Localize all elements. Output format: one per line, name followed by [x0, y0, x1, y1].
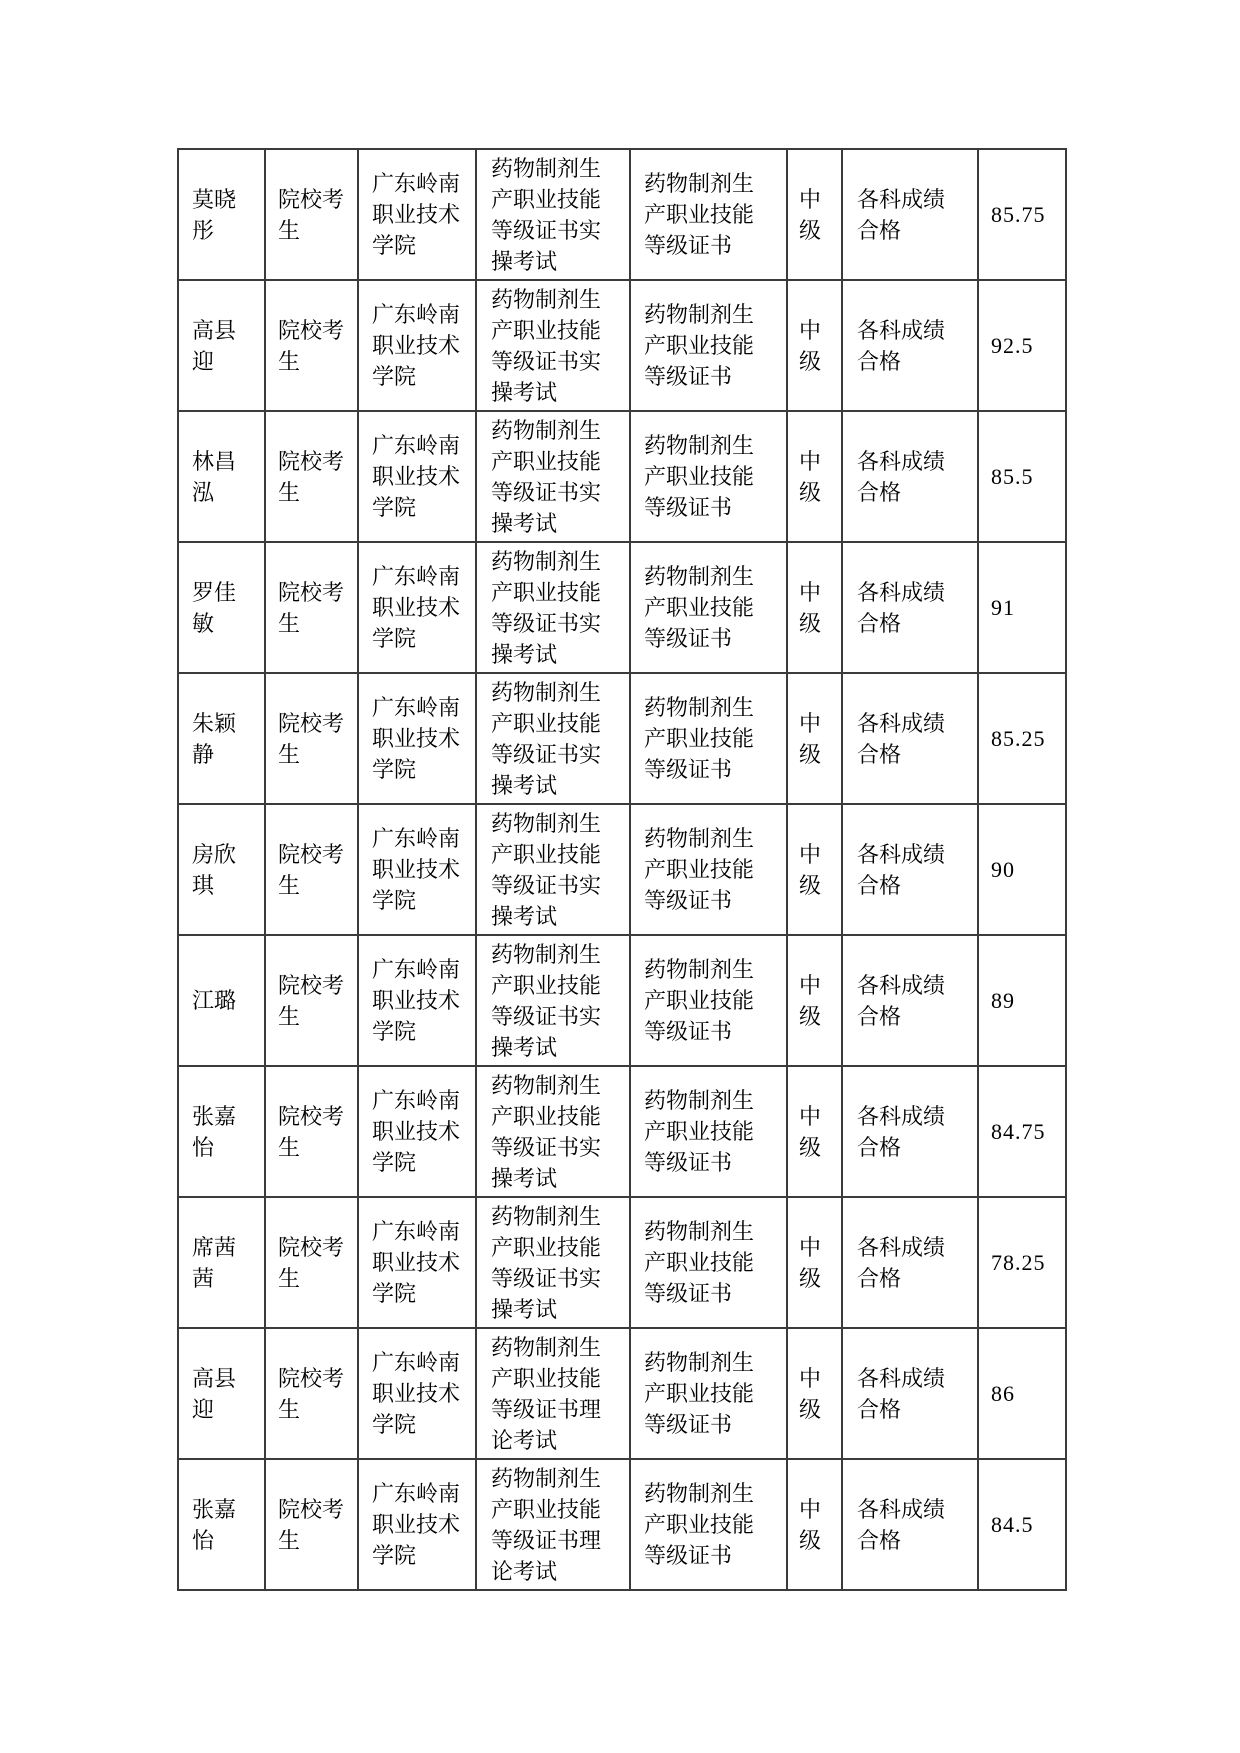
cell-certificate-name: 药物制剂生产职业技能等级证书	[630, 1328, 787, 1459]
cell-candidate-type: 院校考生	[265, 1328, 358, 1459]
cell-score: 85.5	[978, 411, 1066, 542]
cell-level: 中级	[787, 1066, 842, 1197]
results-table	[177, 148, 1067, 1591]
cell-level: 中级	[787, 1328, 842, 1459]
cell-level: 中级	[787, 542, 842, 673]
cell-institution: 广东岭南职业技术学院	[358, 149, 476, 280]
cell-level: 中级	[787, 280, 842, 411]
cell-level: 中级	[787, 1197, 842, 1328]
cell-certificate-name: 药物制剂生产职业技能等级证书	[630, 1066, 787, 1197]
cell-candidate-type: 院校考生	[265, 673, 358, 804]
cell-candidate-name: 高县迎	[178, 280, 265, 411]
cell-level: 中级	[787, 1459, 842, 1590]
cell-level: 中级	[787, 804, 842, 935]
cell-exam-name: 药物制剂生产职业技能等级证书实操考试	[476, 673, 630, 804]
cell-candidate-name: 高县迎	[178, 1328, 265, 1459]
cell-result: 各科成绩合格	[842, 542, 978, 673]
cell-institution: 广东岭南职业技术学院	[358, 542, 476, 673]
table-row	[178, 1459, 1066, 1590]
cell-exam-name: 药物制剂生产职业技能等级证书实操考试	[476, 1197, 630, 1328]
cell-exam-name: 药物制剂生产职业技能等级证书实操考试	[476, 935, 630, 1066]
cell-candidate-type: 院校考生	[265, 1066, 358, 1197]
cell-score: 78.25	[978, 1197, 1066, 1328]
cell-exam-name: 药物制剂生产职业技能等级证书实操考试	[476, 280, 630, 411]
cell-institution: 广东岭南职业技术学院	[358, 280, 476, 411]
cell-exam-name: 药物制剂生产职业技能等级证书实操考试	[476, 149, 630, 280]
cell-candidate-type: 院校考生	[265, 149, 358, 280]
cell-exam-name: 药物制剂生产职业技能等级证书实操考试	[476, 411, 630, 542]
cell-score: 89	[978, 935, 1066, 1066]
table-row	[178, 1066, 1066, 1197]
table-row	[178, 673, 1066, 804]
table-row	[178, 804, 1066, 935]
cell-exam-name: 药物制剂生产职业技能等级证书理论考试	[476, 1459, 630, 1590]
cell-result: 各科成绩合格	[842, 804, 978, 935]
cell-institution: 广东岭南职业技术学院	[358, 1328, 476, 1459]
cell-result: 各科成绩合格	[842, 1197, 978, 1328]
cell-score: 90	[978, 804, 1066, 935]
cell-certificate-name: 药物制剂生产职业技能等级证书	[630, 804, 787, 935]
cell-level: 中级	[787, 673, 842, 804]
cell-candidate-name: 席茜茜	[178, 1197, 265, 1328]
cell-score: 84.5	[978, 1459, 1066, 1590]
cell-score: 85.25	[978, 673, 1066, 804]
cell-exam-name: 药物制剂生产职业技能等级证书实操考试	[476, 1066, 630, 1197]
table-row	[178, 280, 1066, 411]
cell-certificate-name: 药物制剂生产职业技能等级证书	[630, 1197, 787, 1328]
cell-institution: 广东岭南职业技术学院	[358, 935, 476, 1066]
cell-candidate-name: 房欣琪	[178, 804, 265, 935]
cell-candidate-type: 院校考生	[265, 1459, 358, 1590]
table-row	[178, 542, 1066, 673]
cell-institution: 广东岭南职业技术学院	[358, 1459, 476, 1590]
cell-candidate-name: 罗佳敏	[178, 542, 265, 673]
cell-candidate-type: 院校考生	[265, 935, 358, 1066]
cell-institution: 广东岭南职业技术学院	[358, 1066, 476, 1197]
cell-result: 各科成绩合格	[842, 673, 978, 804]
table-row	[178, 149, 1066, 280]
cell-candidate-type: 院校考生	[265, 804, 358, 935]
cell-exam-name: 药物制剂生产职业技能等级证书实操考试	[476, 804, 630, 935]
cell-level: 中级	[787, 935, 842, 1066]
cell-level: 中级	[787, 411, 842, 542]
cell-certificate-name: 药物制剂生产职业技能等级证书	[630, 411, 787, 542]
table-row	[178, 411, 1066, 542]
cell-candidate-type: 院校考生	[265, 542, 358, 673]
cell-candidate-type: 院校考生	[265, 411, 358, 542]
table-row	[178, 1197, 1066, 1328]
cell-result: 各科成绩合格	[842, 935, 978, 1066]
cell-candidate-name: 张嘉怡	[178, 1066, 265, 1197]
cell-certificate-name: 药物制剂生产职业技能等级证书	[630, 280, 787, 411]
cell-candidate-type: 院校考生	[265, 280, 358, 411]
cell-result: 各科成绩合格	[842, 280, 978, 411]
results-table-body	[178, 149, 1066, 1590]
cell-certificate-name: 药物制剂生产职业技能等级证书	[630, 542, 787, 673]
cell-certificate-name: 药物制剂生产职业技能等级证书	[630, 149, 787, 280]
cell-result: 各科成绩合格	[842, 149, 978, 280]
table-row	[178, 935, 1066, 1066]
cell-result: 各科成绩合格	[842, 411, 978, 542]
cell-candidate-name: 林昌泓	[178, 411, 265, 542]
cell-institution: 广东岭南职业技术学院	[358, 804, 476, 935]
cell-result: 各科成绩合格	[842, 1328, 978, 1459]
cell-exam-name: 药物制剂生产职业技能等级证书理论考试	[476, 1328, 630, 1459]
cell-score: 91	[978, 542, 1066, 673]
cell-institution: 广东岭南职业技术学院	[358, 1197, 476, 1328]
cell-score: 92.5	[978, 280, 1066, 411]
cell-score: 86	[978, 1328, 1066, 1459]
cell-certificate-name: 药物制剂生产职业技能等级证书	[630, 935, 787, 1066]
cell-exam-name: 药物制剂生产职业技能等级证书实操考试	[476, 542, 630, 673]
cell-result: 各科成绩合格	[842, 1066, 978, 1197]
cell-candidate-name: 江璐	[178, 935, 265, 1066]
cell-score: 85.75	[978, 149, 1066, 280]
cell-score: 84.75	[978, 1066, 1066, 1197]
cell-institution: 广东岭南职业技术学院	[358, 673, 476, 804]
cell-candidate-name: 张嘉怡	[178, 1459, 265, 1590]
table-row	[178, 1328, 1066, 1459]
cell-candidate-name: 莫晓彤	[178, 149, 265, 280]
cell-candidate-type: 院校考生	[265, 1197, 358, 1328]
cell-level: 中级	[787, 149, 842, 280]
cell-certificate-name: 药物制剂生产职业技能等级证书	[630, 1459, 787, 1590]
cell-result: 各科成绩合格	[842, 1459, 978, 1590]
cell-institution: 广东岭南职业技术学院	[358, 411, 476, 542]
cell-candidate-name: 朱颖静	[178, 673, 265, 804]
cell-certificate-name: 药物制剂生产职业技能等级证书	[630, 673, 787, 804]
